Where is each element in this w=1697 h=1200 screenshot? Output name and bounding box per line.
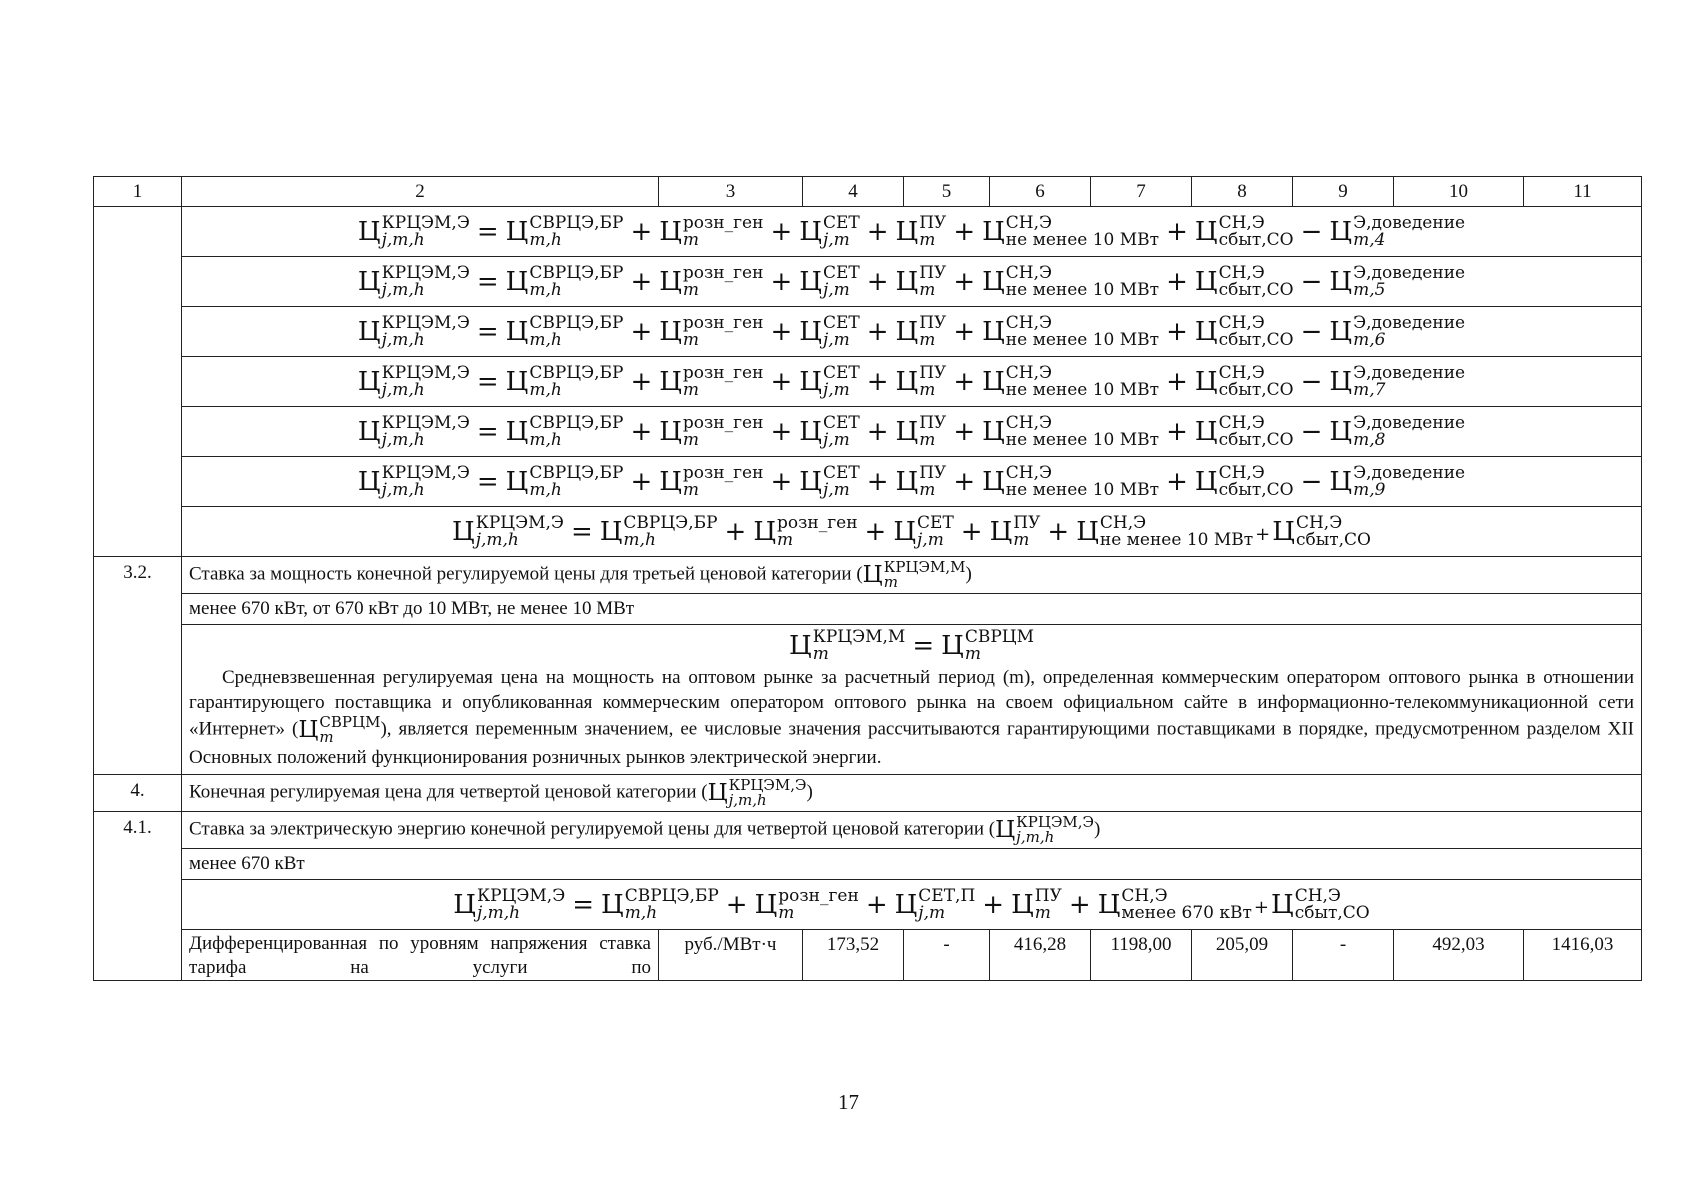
formula-term: Ц Э,доведение m,4 — [1329, 212, 1466, 250]
col-number: 7 — [1091, 177, 1192, 207]
formula-term: Ц СН,Э менее 670 кВт — [1097, 885, 1252, 923]
section-3-2-title-row — [94, 557, 1642, 594]
formula-term: Ц СВРЦЭ,БР m,h — [505, 462, 624, 500]
formula-term: Ц КРЦЭМ,Э j,m,h — [357, 412, 470, 450]
col-number: 6 — [990, 177, 1091, 207]
tariff-description: Дифференцированная по уровням напряжения ставка тарифа на услуги по — [182, 930, 659, 981]
formula-row — [94, 880, 1642, 930]
formula-term: Ц ПУ m — [1011, 885, 1062, 923]
price-formula: Ц КРЦЭМ,Э j,m,h = Ц СВРЦЭ,БР m,h + Ц розн_ген m + Ц СЕТ j,m + Ц ПУ m + Ц СН,Э не менее 10 МВт + Ц СН,Э сбыт,СО − Ц Э,доведение m,6 — [357, 312, 1466, 350]
formula-term: Ц СЕТ,П j,m — [894, 885, 976, 923]
formula-term: Ц розн_ген m — [659, 462, 764, 500]
formula-term: Ц СЕТ j,m — [893, 512, 954, 550]
value-cell: 492,03 — [1394, 930, 1524, 981]
col-number: 3 — [659, 177, 803, 207]
formula-term: Ц розн_ген m — [659, 262, 764, 300]
formula-term: Ц Э,доведение m,6 — [1329, 312, 1466, 350]
section-4-1-title-row — [94, 812, 1642, 849]
formula-term: Ц СН,Э не менее 10 МВт — [982, 412, 1160, 450]
formula-term: Ц СЕТ j,m — [799, 262, 860, 300]
tariff-table — [93, 176, 1642, 981]
definition-paragraph: Средневзвешенная регулируемая цена на мощность на оптовом рынке за расчетный период (m), определенная коммерческим оператором оптового рынка в отношении гарантирующего поставщика и опубликованная коммерческим оператором оптового рынка на своем официальном сайте в информационно-телекоммуникационной сети «Интернет» ( Ц СВРЦМ m ), является переменным значением, ее числовые значения рассчитываются гарантирующими поставщиками в порядке, предусмотренном разделом XII Основных положений функционирования розничных рынков электрической энергии. — [189, 667, 1634, 768]
col-number: 9 — [1293, 177, 1394, 207]
category-caption: менее 670 кВт — [182, 849, 1642, 880]
price-formula: Ц КРЦЭМ,Э j,m,h = Ц СВРЦЭ,БР m,h + Ц розн_ген m + Ц СЕТ,П j,m + Ц ПУ m + Ц СН,Э менее 670 кВт + Ц СН,Э сбыт,СО — [453, 885, 1370, 923]
empty-number-cell — [94, 207, 182, 557]
section-3-2-body-row — [94, 625, 1642, 775]
col-number: 5 — [904, 177, 990, 207]
section-title: Ставка за электрическую энергию конечной регулируемой цены для четвертой ценовой категории ( Ц КРЦЭМ,Э j,m,h ) — [182, 812, 1642, 849]
formula-term: Ц ПУ m — [895, 212, 947, 250]
formula-term: Ц ПУ m — [895, 412, 947, 450]
formula-term: Ц СЕТ j,m — [799, 362, 860, 400]
price-formula: Ц КРЦЭМ,Э j,m,h = Ц СВРЦЭ,БР m,h + Ц розн_ген m + Ц СЕТ j,m + Ц ПУ m + Ц СН,Э не менее 10 МВт + Ц СН,Э сбыт,СО − Ц Э,доведение m,4 — [357, 212, 1466, 250]
formula-term: Ц СВРЦЭ,БР m,h — [505, 412, 624, 450]
col-number: 8 — [1192, 177, 1293, 207]
formula-term: Ц СВРЦЭ,БР m,h — [505, 262, 624, 300]
section-4-1-caption-row — [94, 849, 1642, 880]
formula-term: Ц Э,доведение m,5 — [1329, 262, 1466, 300]
value-cell: 416,28 — [990, 930, 1091, 981]
formula-term: Ц КРЦЭМ,Э j,m,h — [357, 212, 470, 250]
section-title-text: Ставка за мощность конечной регулируемой цены для третьей ценовой категории ( — [189, 563, 863, 585]
section-number: 4. — [94, 775, 182, 812]
formula-term: Ц СН,Э сбыт,СО — [1194, 412, 1294, 450]
formula-term: Ц СН,Э сбыт,СО — [1194, 262, 1294, 300]
formula-term: Ц СЕТ j,m — [799, 212, 860, 250]
col-number: 10 — [1394, 177, 1524, 207]
formula-term: Ц СН,Э не менее 10 МВт — [982, 262, 1160, 300]
price-formula: Ц КРЦЭМ,Э j,m,h = Ц СВРЦЭ,БР m,h + Ц розн_ген m + Ц СЕТ j,m + Ц ПУ m + Ц СН,Э не менее 10 МВт + Ц СН,Э сбыт,СО − Ц Э,доведение m,8 — [357, 412, 1466, 450]
value-cell: - — [1293, 930, 1394, 981]
formula-term: Ц КРЦЭМ,Э j,m,h — [357, 362, 470, 400]
capacity-formula: Ц КРЦЭМ,М m = Ц СВРЦМ m — [789, 627, 1034, 664]
col-number: 2 — [182, 177, 659, 207]
formula-term: Ц розн_ген m — [753, 512, 858, 550]
value-cell: - — [904, 930, 990, 981]
svrcm-symbol: Ц СВРЦМ m — [298, 713, 381, 746]
formula-term: Ц СН,Э сбыт,СО — [1271, 885, 1370, 923]
section-number: 3.2. — [94, 557, 182, 775]
formula-term: Ц розн_ген m — [659, 212, 764, 250]
formula-term: Ц СН,Э не менее 10 МВт — [1076, 512, 1254, 550]
formula-term: Ц СВРЦЭ,БР m,h — [505, 312, 624, 350]
page-number: 17 — [838, 1090, 859, 1114]
title-symbol: Ц КРЦЭМ,Э j,m,h — [995, 813, 1095, 846]
unit-cell: руб./МВт·ч — [659, 930, 803, 981]
formula-term: Ц розн_ген m — [659, 412, 764, 450]
formula-term: Ц розн_ген m — [659, 362, 764, 400]
formula-term: Ц Э,доведение m,7 — [1329, 362, 1466, 400]
section-title: Ставка за мощность конечной регулируемой цены для третьей ценовой категории ( Ц КРЦЭМ,М m ) — [182, 557, 1642, 594]
formula-term: Ц СН,Э сбыт,СО — [1272, 512, 1371, 550]
formula-term: Ц СЕТ j,m — [799, 312, 860, 350]
col-number: 1 — [94, 177, 182, 207]
formula-row — [94, 207, 1642, 257]
formula-term: Ц СВРЦЭ,БР m,h — [599, 512, 718, 550]
column-number-row — [94, 177, 1642, 207]
formula-term: Ц СН,Э не менее 10 МВт — [982, 312, 1160, 350]
formula-term: Ц КРЦЭМ,Э j,m,h — [357, 262, 470, 300]
formula-term: Ц КРЦЭМ,Э j,m,h — [357, 312, 470, 350]
formula-term: Ц розн_ген m — [659, 312, 764, 350]
formula-term: Ц ПУ m — [895, 262, 947, 300]
section-number: 4.1. — [94, 812, 182, 981]
price-formula: Ц КРЦЭМ,Э j,m,h = Ц СВРЦЭ,БР m,h + Ц розн_ген m + Ц СЕТ j,m + Ц ПУ m + Ц СН,Э не менее 10 МВт + Ц СН,Э сбыт,СО − Ц Э,доведение m,7 — [357, 362, 1466, 400]
section-4-title-row — [94, 775, 1642, 812]
formula-term: Ц ПУ m — [989, 512, 1041, 550]
formula-term: Ц СН,Э сбыт,СО — [1194, 212, 1294, 250]
section-title: Конечная регулируемая цена для четвертой ценовой категории ( Ц КРЦЭМ,Э j,m,h ) — [182, 775, 1642, 812]
price-formula: Ц КРЦЭМ,Э j,m,h = Ц СВРЦЭ,БР m,h + Ц розн_ген m + Ц СЕТ j,m + Ц ПУ m + Ц СН,Э не менее 10 МВт + Ц СН,Э сбыт,СО − Ц Э,доведение m,9 — [357, 462, 1466, 500]
category-caption: менее 670 кВт, от 670 кВт до 10 МВт, не менее 10 МВт — [182, 594, 1642, 625]
value-cell: 205,09 — [1192, 930, 1293, 981]
formula-row — [94, 357, 1642, 407]
value-cell: 173,52 — [803, 930, 904, 981]
title-symbol: Ц КРЦЭМ,Э j,m,h — [707, 776, 807, 809]
title-symbol: Ц КРЦЭМ,М m — [862, 558, 966, 591]
formula-term: Ц СЕТ j,m — [799, 412, 860, 450]
formula-term: Ц СВРЦЭ,БР m,h — [601, 885, 719, 923]
formula-term: Ц СН,Э сбыт,СО — [1194, 362, 1294, 400]
formula-term: Ц ПУ m — [895, 362, 947, 400]
section-3-2-caption-row — [94, 594, 1642, 625]
formula-term: Ц СН,Э не менее 10 МВт — [982, 212, 1160, 250]
formula-term: Ц СЕТ j,m — [799, 462, 860, 500]
formula-row — [94, 307, 1642, 357]
formula-row — [94, 257, 1642, 307]
formula-term: Ц КРЦЭМ,Э j,m,h — [453, 885, 566, 923]
formula-term: Ц КРЦЭМ,Э j,m,h — [357, 462, 470, 500]
formula-term: Ц СН,Э сбыт,СО — [1194, 462, 1294, 500]
formula-row — [94, 507, 1642, 557]
tariff-values-row — [94, 930, 1642, 981]
formula-row — [94, 407, 1642, 457]
formula-term: Ц СВРЦЭ,БР m,h — [505, 362, 624, 400]
col-number: 11 — [1524, 177, 1642, 207]
value-cell: 1198,00 — [1091, 930, 1192, 981]
formula-term: Ц Э,доведение m,9 — [1329, 462, 1466, 500]
formula-term: Ц розн_ген m — [754, 885, 859, 923]
formula-row — [94, 457, 1642, 507]
value-cell: 1416,03 — [1524, 930, 1642, 981]
formula-term: Ц СН,Э сбыт,СО — [1194, 312, 1294, 350]
price-formula: Ц КРЦЭМ,Э j,m,h = Ц СВРЦЭ,БР m,h + Ц розн_ген m + Ц СЕТ j,m + Ц ПУ m + Ц СН,Э не менее 10 МВт + Ц СН,Э сбыт,СО − Ц Э,доведение m,5 — [357, 262, 1466, 300]
formula-term: Ц Э,доведение m,8 — [1329, 412, 1466, 450]
col-number: 4 — [803, 177, 904, 207]
formula-term: Ц СВРЦЭ,БР m,h — [505, 212, 624, 250]
price-formula: Ц КРЦЭМ,Э j,m,h = Ц СВРЦЭ,БР m,h + Ц розн_ген m + Ц СЕТ j,m + Ц ПУ m + Ц СН,Э не менее 10 МВт + Ц СН,Э сбыт,СО — [452, 512, 1371, 550]
formula-term: Ц КРЦЭМ,Э j,m,h — [452, 512, 564, 550]
formula-term: Ц СН,Э не менее 10 МВт — [982, 462, 1160, 500]
formula-term: Ц ПУ m — [895, 312, 947, 350]
formula-term: Ц ПУ m — [895, 462, 947, 500]
formula-term: Ц СН,Э не менее 10 МВт — [982, 362, 1160, 400]
